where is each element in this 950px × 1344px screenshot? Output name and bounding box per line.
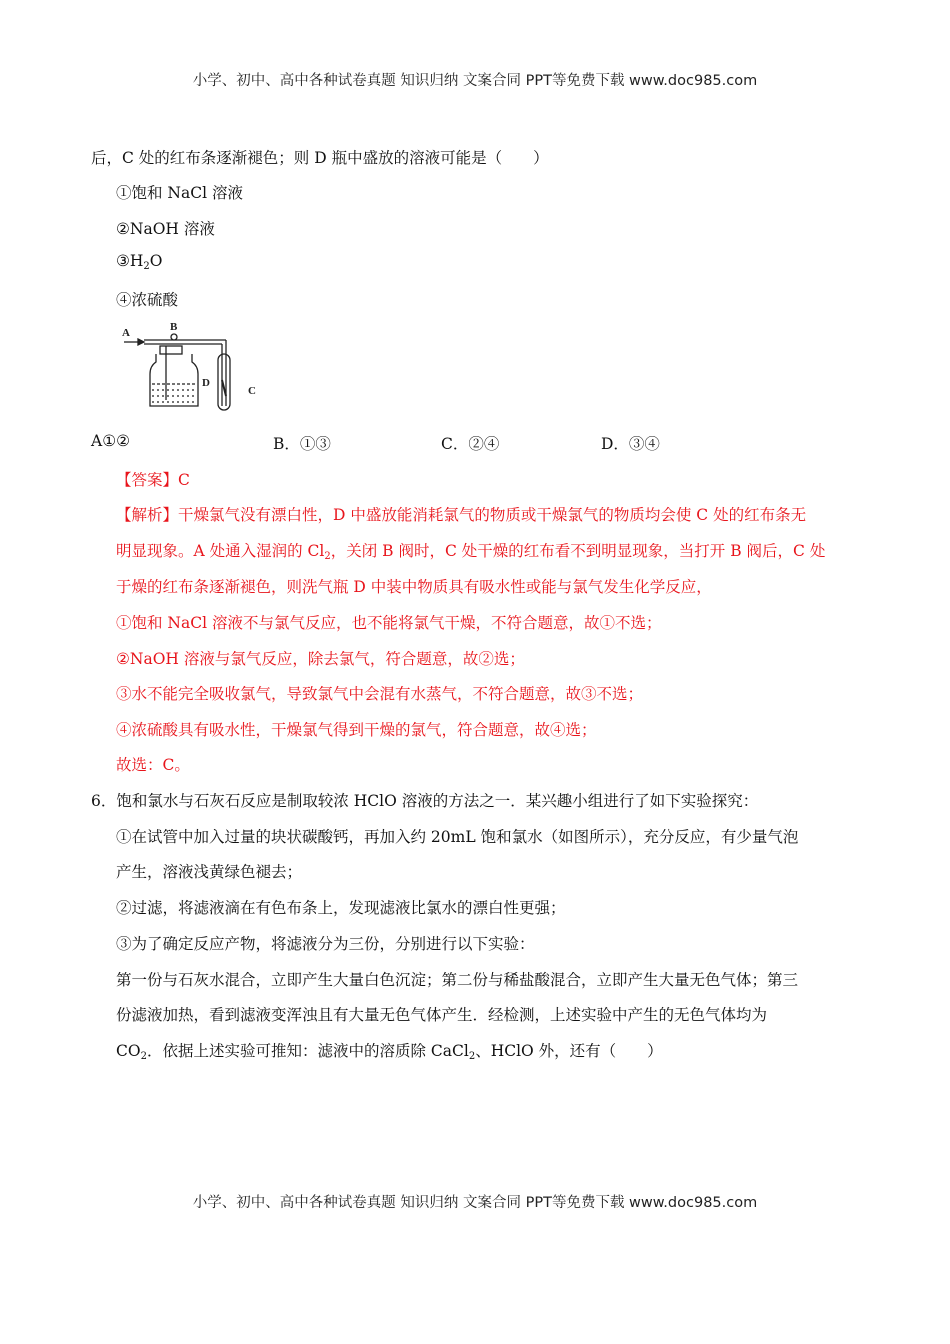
valve-b xyxy=(171,334,177,340)
label-d: D xyxy=(202,377,210,389)
q6-line-6: 第一份与石灰水混合，立即产生大量白色沉淀；第二份与稀盐酸混合，立即产生大量无色气体；第三 xyxy=(116,971,799,989)
analysis-item-3: ③水不能完全吸收氯气，导致氯气中会混有水蒸气，不符合题意，故③不选； xyxy=(116,685,644,703)
inlet-arrow-head xyxy=(138,339,144,345)
option-d[interactable]: D．③④ xyxy=(601,435,660,453)
q6-line-8: $CO_2$．依据上述实验可推知：滤液中的溶质除 CaCl$_2$、HClO 外，还有（ ） xyxy=(116,1042,663,1062)
analysis-item-2: ②NaOH 溶液与氯气反应，除去氯气，符合题意，故②选； xyxy=(116,650,525,668)
q5-item-1: ①饱和 NaCl 溶液 xyxy=(116,184,243,202)
q5-item-3: $③H_2O$ xyxy=(116,252,163,272)
q6-line-3: 产生，溶液浅黄绿色褪去； xyxy=(116,863,303,881)
option-a[interactable]: A①② xyxy=(91,432,130,450)
label-b: B xyxy=(170,321,178,333)
analysis-line-3: 于燥的红布条逐渐褪色，则洗气瓶 D 中装中物质具有吸水性或能与氯气发生化学反应， xyxy=(116,578,712,596)
q5-stem-tail: 后，C 处的红布条逐渐褪色；则 D 瓶中盛放的溶液可能是（ ） xyxy=(91,149,549,167)
analysis-item-4: ④浓硫酸具有吸水性，干燥氯气得到干燥的氯气，符合题意，故④选； xyxy=(116,721,597,739)
option-c[interactable]: C．②④ xyxy=(441,435,500,453)
page-header: 小学、初中、高中各种试卷真题 知识归纳 文案合同 PPT等免费下载 www.doc985.com xyxy=(192,73,758,89)
q6-line-4: ②过滤，将滤液滴在有色布条上，发现滤液比氯水的漂白性更强； xyxy=(116,899,566,917)
page-footer: 小学、初中、高中各种试卷真题 知识归纳 文案合同 PPT等免费下载 www.doc985.com xyxy=(192,1195,758,1211)
answer-line: 【答案】C xyxy=(116,471,190,489)
q6-line-7: 份滤液加热，看到滤液变浑浊且有大量无色气体产生．经检测，上述实验中产生的无色气体均为 xyxy=(116,1006,768,1024)
option-b[interactable]: B．①③ xyxy=(273,435,331,453)
analysis-item-1: ①饱和 NaCl 溶液不与氯气反应，也不能将氯气干燥，不符合题意，故①不选； xyxy=(116,614,662,632)
q6-line-2: ①在试管中加入过量的块状碳酸钙，再加入约 20mL 饱和氯水（如图所示），充分反应，有少量气泡 xyxy=(116,828,799,846)
label-c: C xyxy=(248,385,256,397)
q6-line-1: 6．饱和氯水与石灰石反应是制取较浓 HClO 溶液的方法之一．某兴趣小组进行了如下实验探究： xyxy=(91,792,759,810)
test-tube-c xyxy=(218,354,230,410)
q5-item-2: ②NaOH 溶液 xyxy=(116,220,215,238)
wash-bottle-d xyxy=(150,354,198,406)
label-a: A xyxy=(122,327,130,339)
analysis-line-2: 明显现象。A 处通入湿润的 $Cl_2$，关闭 B 阀时，C 处干燥的红布看不到明显现象，当打开 B 阀后，C 处 xyxy=(116,542,826,562)
analysis-conclusion: 故选：C。 xyxy=(116,756,190,774)
stopper xyxy=(160,346,182,354)
q6-line-5: ③为了确定反应产物，将滤液分为三份，分别进行以下实验： xyxy=(116,935,535,953)
analysis-line-1: 【解析】干燥氯气没有漂白性，D 中盛放能消耗氯气的物质或干燥氯气的物质均会使 C 处的红布条无 xyxy=(116,506,807,524)
apparatus-diagram xyxy=(116,318,266,414)
q5-item-4: ④浓硫酸 xyxy=(116,291,179,309)
